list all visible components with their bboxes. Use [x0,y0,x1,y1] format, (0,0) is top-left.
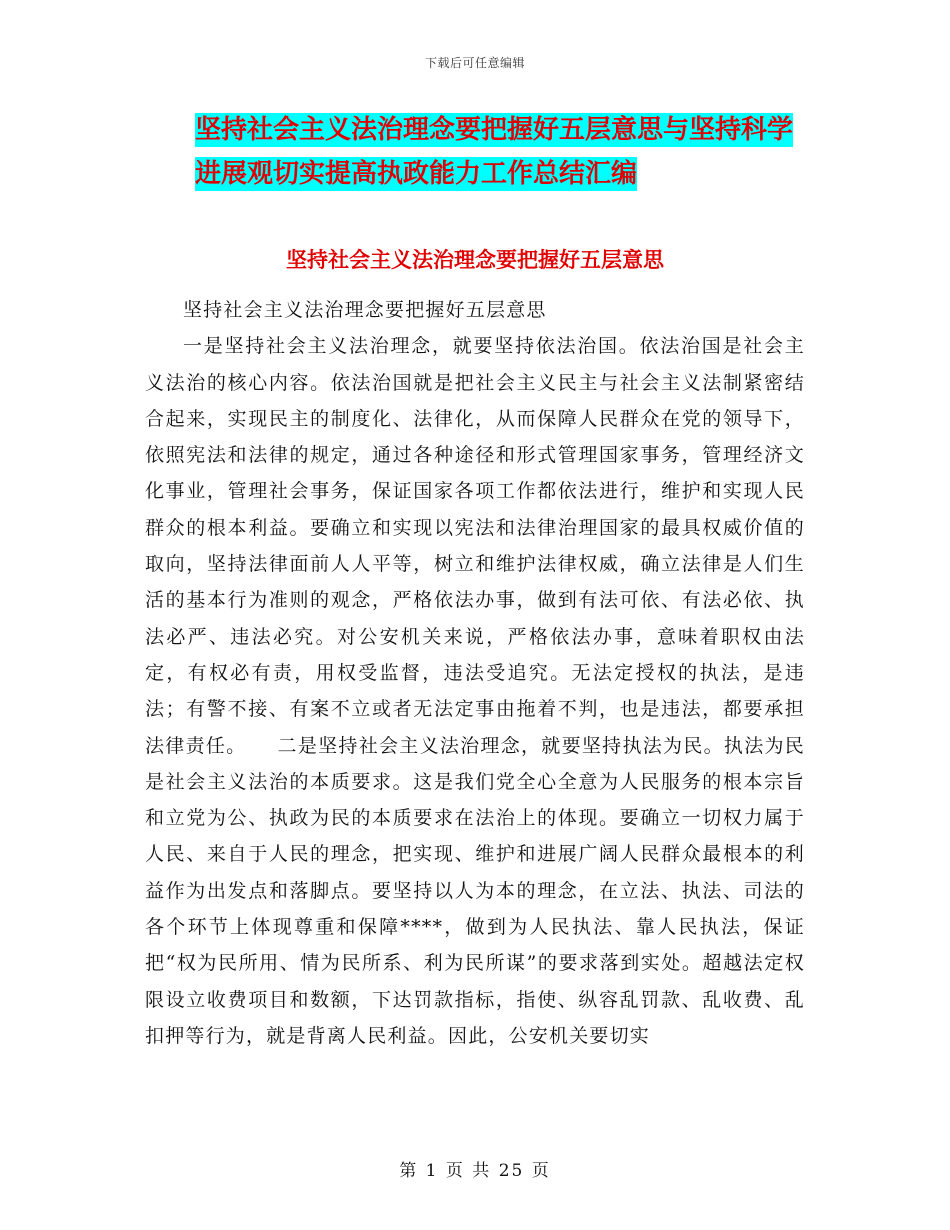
main-title [145,108,805,196]
page-footer: 第 1 页 共 25 页 [399,1161,551,1181]
body-text [145,292,805,1054]
main-title-line-2 [145,152,805,196]
paragraph-body: 一是坚持社会主义法治理念，就要坚持依法治国。依法治国是社会主义法治的核心内容。依法治国就是把社会主义民主与社会主义法制紧密结合起来，实现民主的制度化、法律化，从而保障人民群众在党的领导下，依照宪法和法律的规定，通过各种途径和形式管理国家事务，管理经济文化事业，管理社会事务，保证国家各项工作都依法进行，维护和实现人民群众的根本利益。要确立和实现以宪法和法律治理国家的最具权威价值的取向，坚持法律面前人人平等，树立和维护法律权威，确立法律是人们生活的基本行为准则的观念，严格依法办事，做到有法可依、有法必依、执法必严、违法必究。对公安机关来说，严格依法办事，意味着职权由法定，有权必有责，用权受监督，违法受追究。无法定授权的执法，是违法；有警不接、有案不立或者无法定事由拖着不判，也是违法，都要承担法律责任。 二是坚持社会主义法治理念，就要坚持执法为民。执法为民是社会主义法治的本质要求。这是我们党全心全意为人民服务的根本宗旨和立党为公、执政为民的本质要求在法治上的体现。要确立一切权力属于人民、来自于人民的理念，把实现、维护和进展广阔人民群众最根本的利益作为出发点和落脚点。要坚持以人为本的理念，在立法、执法、司法的各个环节上体现尊重和保障****，做到为人民执法、靠人民执法，保证把“权为民所用、情为民所系、利为民所谋”的要求落到实处。超越法定权限设立收费项目和数额，下达罚款指标，指使、纵容乱罚款、乱收费、乱扣押等行为，就是背离人民利益。因此，公安机关要切实 [145,335,805,1047]
section-title: 坚持社会主义法治理念要把握好五层意思 [286,248,664,272]
main-title-line-2-text: 进展观切实提高执政能力工作总结汇编 [195,159,638,189]
paragraph-subtitle: 坚持社会主义法治理念要把握好五层意思 [183,299,547,321]
main-title-line-1-text: 坚持社会主义法治理念要把握好五层意思与坚持科学 [195,115,794,145]
main-title-line-1 [145,108,805,152]
header-note: 下载后可任意编辑 [424,56,525,70]
